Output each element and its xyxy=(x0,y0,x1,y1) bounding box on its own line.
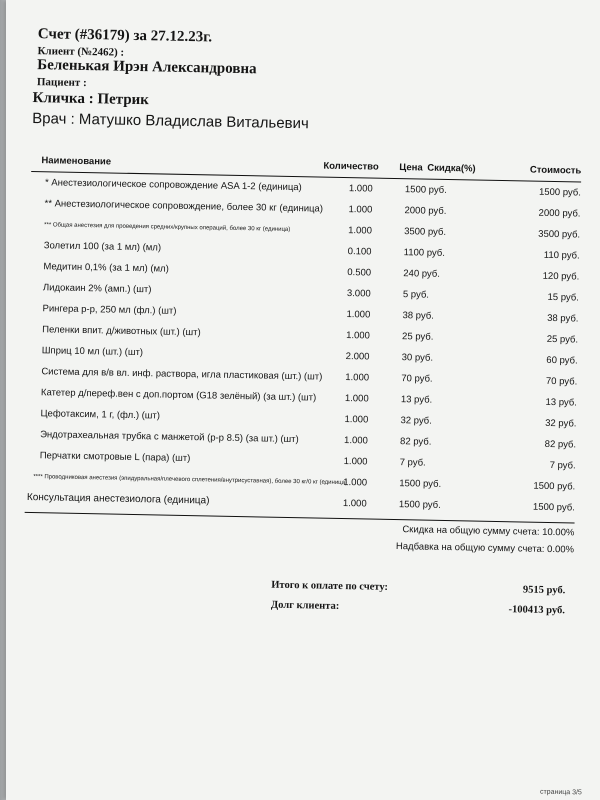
row-qty: 1.000 xyxy=(343,435,368,447)
row-qty: 1.000 xyxy=(344,393,369,405)
row-price: 1500 руб. xyxy=(404,184,447,196)
col-cost-header: Стоимость xyxy=(529,164,582,177)
row-price: 25 руб. xyxy=(401,331,434,343)
row-price: 2000 руб. xyxy=(404,205,447,217)
row-qty: 1.000 xyxy=(348,204,373,216)
col-name-header: Наименование xyxy=(41,155,112,168)
row-name: Рингера р-р, 250 мл (фл.) (шт) xyxy=(42,303,177,317)
row-qty: 1.000 xyxy=(345,372,370,384)
row-cost: 1500 руб. xyxy=(533,480,576,493)
row-name: Медитин 0,1% (за 1 мл) (мл) xyxy=(43,261,169,275)
debt-label: Долг клиента: xyxy=(270,599,340,612)
row-name: Лидокаин 2% (амп.) (шт) xyxy=(42,282,152,296)
col-discount-header: Скидка(%) xyxy=(427,162,476,175)
row-qty: 1.000 xyxy=(348,183,373,195)
total-label: Итого к оплате по счету: xyxy=(271,579,389,593)
doctor-name: Врач : Матушко Владислав Витальевич xyxy=(32,109,309,133)
row-qty: 1.000 xyxy=(342,498,367,510)
row-qty: 1.000 xyxy=(346,309,371,321)
row-name: ** Анестезиологическое сопровождение, более 30 кг (единица) xyxy=(44,198,324,215)
row-name: Цефотаксим, 1 г, (фл.) (шт) xyxy=(40,408,161,422)
row-cost: 2000 руб. xyxy=(538,207,581,220)
patient-label: Пациент : xyxy=(36,76,87,90)
row-name: Пеленки впит. д/животных (шт.) (шт) xyxy=(42,324,201,339)
row-name: *** Общая анестезия для проведения средних/крупных операций, более 30 кг (единица) xyxy=(44,222,291,233)
row-name: **** Проводниковая анестезия (эпидуральная/плечевого сплетения/внутрисуставная), более 30 кг/0 кг (единица) xyxy=(33,474,348,487)
row-cost: 38 руб. xyxy=(547,312,579,325)
row-cost: 110 руб. xyxy=(543,249,580,262)
row-qty: 1.000 xyxy=(343,477,368,489)
row-price: 70 руб. xyxy=(401,373,433,385)
row-qty: 3.000 xyxy=(346,288,371,300)
row-name: Система для в/в вл. инф. раствора, игла пластиковая (шт.) (шт) xyxy=(41,366,323,383)
row-qty: 0.100 xyxy=(347,246,372,258)
row-price: 82 руб. xyxy=(399,436,432,448)
row-price: 32 руб. xyxy=(400,415,432,427)
row-price: 5 руб. xyxy=(402,289,430,301)
total-value: 9515 руб. xyxy=(522,584,566,597)
row-cost: 13 руб. xyxy=(545,396,577,409)
row-price: 38 руб. xyxy=(402,310,434,322)
row-cost: 82 руб. xyxy=(544,438,577,451)
col-price-header: Цена xyxy=(399,162,423,174)
client-name: Беленькая Ирэн Александровна xyxy=(37,57,257,78)
markup-text: Надбавка на общую сумму счета: 0.00% xyxy=(395,541,575,556)
row-name: * Анестезиологическое сопровождение ASA 1-2 (единица) xyxy=(44,177,302,194)
debt-value: -100413 руб. xyxy=(508,604,565,617)
row-price: 30 руб. xyxy=(401,352,434,364)
row-cost: 32 руб. xyxy=(545,417,577,430)
row-price: 1100 руб. xyxy=(403,247,446,259)
row-qty: 1.000 xyxy=(346,330,370,342)
row-cost: 60 руб. xyxy=(546,354,578,367)
row-name: Катетер д/переф.вен с доп.портом (G18 зелёный) (за шт.) (шт) xyxy=(40,387,317,404)
invoice-title: Счет (#36179) за 27.12.23г. xyxy=(37,26,213,46)
invoice-sheet xyxy=(6,0,600,800)
row-qty: 1.000 xyxy=(344,414,369,426)
row-cost: 3500 руб. xyxy=(538,228,581,241)
row-name: Эндотрахеальная трубка с манжетой (р-р 8.5) (за шт.) (шт) xyxy=(40,429,299,446)
row-cost: 70 руб. xyxy=(545,375,578,388)
invoice-document xyxy=(23,26,584,621)
client-label: Клиент (№2462) : xyxy=(37,45,125,59)
row-qty: 1.000 xyxy=(343,456,368,468)
row-price: 7 руб. xyxy=(399,457,426,469)
row-name: Консультация анестезиолога (единица) xyxy=(26,491,210,507)
row-qty: 2.000 xyxy=(345,351,370,363)
row-name: Шприц 10 мл (шт.) (шт) xyxy=(41,345,144,359)
row-name: Золетил 100 (за 1 мл) (мл) xyxy=(43,240,162,254)
row-cost: 15 руб. xyxy=(547,291,579,304)
row-cost: 1500 руб. xyxy=(532,501,575,514)
col-qty-header: Количество xyxy=(323,160,379,173)
discount-text: Скидка на общую сумму счета: 10.00% xyxy=(402,524,575,539)
row-price: 13 руб. xyxy=(400,394,433,406)
row-qty: 0.500 xyxy=(347,267,372,279)
row-price: 3500 руб. xyxy=(404,226,447,238)
patient-nickname: Кличка : Петрик xyxy=(32,89,150,109)
row-cost: 25 руб. xyxy=(546,333,579,346)
row-cost: 7 руб. xyxy=(549,459,576,472)
invoice-table xyxy=(25,153,582,523)
page-number: страница 3/5 xyxy=(540,788,583,797)
row-price: 240 руб. xyxy=(403,268,441,280)
row-name: Перчатки смотровые L (пара) (шт) xyxy=(39,450,191,465)
row-cost: 120 руб. xyxy=(542,270,580,283)
row-price: 1500 руб. xyxy=(399,478,442,490)
row-price: 1500 руб. xyxy=(398,499,441,511)
row-qty: 1.000 xyxy=(348,225,373,237)
row-cost: 1500 руб. xyxy=(538,186,581,199)
